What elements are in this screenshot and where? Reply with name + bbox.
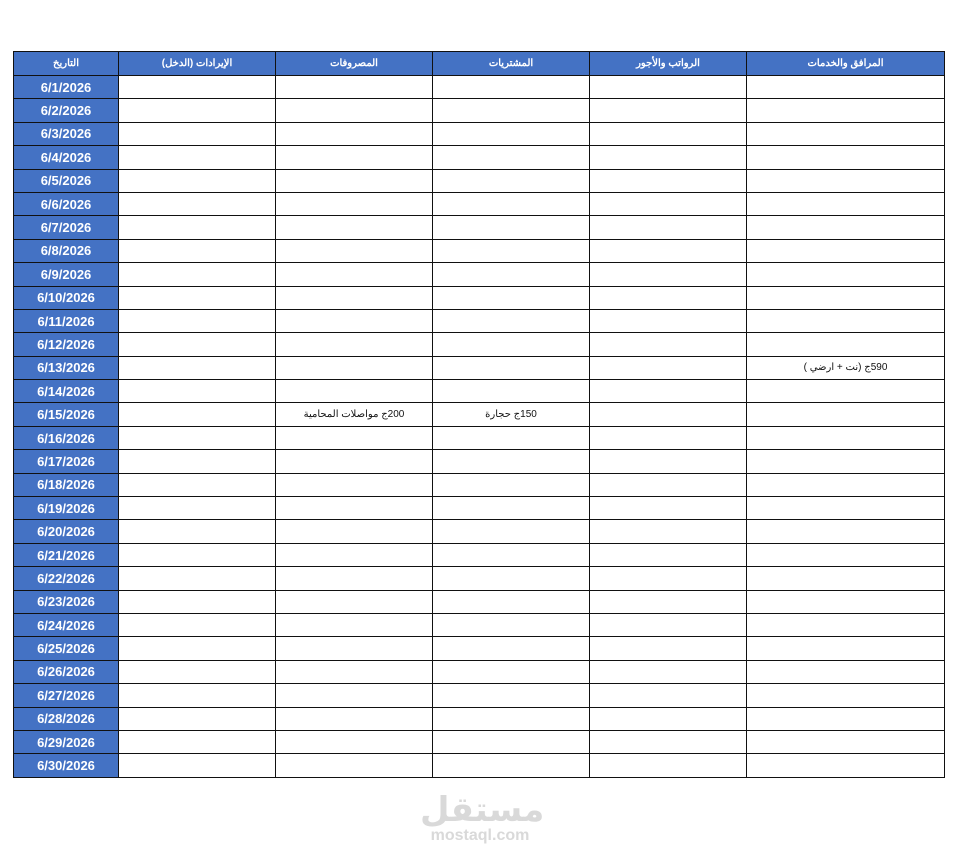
utilities-cell[interactable] [747, 380, 945, 403]
expenses-cell[interactable] [276, 146, 433, 169]
utilities-cell[interactable] [747, 216, 945, 239]
salaries-cell[interactable] [590, 263, 747, 286]
table-row [14, 590, 945, 613]
utilities-cell[interactable] [747, 146, 945, 169]
table-row [14, 520, 945, 543]
salaries-cell[interactable] [590, 356, 747, 379]
table-row [14, 660, 945, 683]
column-header-date: التاريخ [14, 52, 119, 76]
salaries-cell[interactable] [590, 380, 747, 403]
daily-ledger-table [13, 51, 945, 778]
income-cell[interactable] [119, 403, 276, 426]
table-row [14, 99, 945, 122]
table-row [14, 543, 945, 566]
utilities-cell[interactable] [747, 660, 945, 683]
expenses-cell[interactable] [276, 730, 433, 753]
salaries-cell[interactable] [590, 450, 747, 473]
column-header-salaries: الرواتب والأجور [590, 52, 747, 76]
salaries-cell[interactable] [590, 613, 747, 636]
income-cell[interactable] [119, 707, 276, 730]
expenses-cell[interactable] [276, 333, 433, 356]
utilities-cell[interactable] [747, 754, 945, 777]
income-cell[interactable] [119, 520, 276, 543]
date-cell: 6/7/2026 [14, 216, 119, 239]
table-row [14, 450, 945, 473]
utilities-cell[interactable] [747, 403, 945, 426]
purchases-cell[interactable] [433, 730, 590, 753]
income-cell[interactable] [119, 380, 276, 403]
table-row [14, 216, 945, 239]
utilities-cell[interactable] [747, 613, 945, 636]
expenses-cell[interactable] [276, 637, 433, 660]
purchases-cell[interactable] [433, 543, 590, 566]
salaries-cell[interactable] [590, 684, 747, 707]
purchases-cell[interactable] [433, 169, 590, 192]
table-row [14, 403, 945, 426]
date-cell: 6/21/2026 [14, 543, 119, 566]
income-cell[interactable] [119, 99, 276, 122]
table-row [14, 333, 945, 356]
income-cell[interactable] [119, 122, 276, 145]
purchases-cell[interactable] [433, 333, 590, 356]
date-cell: 6/1/2026 [14, 76, 119, 99]
ledger-body [14, 76, 945, 778]
date-cell: 6/5/2026 [14, 169, 119, 192]
expenses-cell[interactable] [276, 122, 433, 145]
table-row [14, 286, 945, 309]
purchases-cell[interactable] [433, 426, 590, 449]
expenses-cell[interactable] [276, 707, 433, 730]
salaries-cell[interactable] [590, 76, 747, 99]
expenses-cell[interactable] [276, 263, 433, 286]
income-cell[interactable] [119, 426, 276, 449]
column-header-expenses: المصروفات [276, 52, 433, 76]
purchases-cell[interactable] [433, 637, 590, 660]
mostaql-watermark-logo [420, 790, 545, 844]
income-cell[interactable] [119, 613, 276, 636]
table-row [14, 684, 945, 707]
salaries-cell[interactable] [590, 543, 747, 566]
date-cell: 6/16/2026 [14, 426, 119, 449]
table-row [14, 730, 945, 753]
date-cell: 6/13/2026 [14, 356, 119, 379]
utilities-cell[interactable] [747, 99, 945, 122]
table-row [14, 637, 945, 660]
date-cell: 6/14/2026 [14, 380, 119, 403]
expenses-cell[interactable] [276, 543, 433, 566]
expenses-cell[interactable] [276, 426, 433, 449]
income-cell[interactable] [119, 146, 276, 169]
date-cell: 6/12/2026 [14, 333, 119, 356]
utilities-cell[interactable] [747, 192, 945, 215]
utilities-cell[interactable] [747, 590, 945, 613]
expenses-cell[interactable] [276, 613, 433, 636]
expenses-cell[interactable] [276, 239, 433, 262]
table-row [14, 613, 945, 636]
date-cell: 6/9/2026 [14, 263, 119, 286]
watermark-latin-text: mostaql.com [430, 827, 530, 844]
utilities-cell[interactable] [747, 450, 945, 473]
salaries-cell[interactable] [590, 216, 747, 239]
income-cell[interactable] [119, 263, 276, 286]
utilities-cell[interactable] [747, 309, 945, 332]
table-row [14, 122, 945, 145]
salaries-cell[interactable] [590, 146, 747, 169]
utilities-cell[interactable] [747, 707, 945, 730]
purchases-cell[interactable] [433, 590, 590, 613]
income-cell[interactable] [119, 684, 276, 707]
income-cell[interactable] [119, 309, 276, 332]
salaries-cell[interactable] [590, 403, 747, 426]
table-row [14, 239, 945, 262]
purchases-cell[interactable] [433, 356, 590, 379]
purchases-cell[interactable] [433, 450, 590, 473]
expenses-cell[interactable] [276, 99, 433, 122]
table-row [14, 263, 945, 286]
income-cell[interactable] [119, 169, 276, 192]
income-cell[interactable] [119, 543, 276, 566]
salaries-cell[interactable] [590, 520, 747, 543]
utilities-cell[interactable] [747, 286, 945, 309]
income-cell[interactable] [119, 637, 276, 660]
utilities-cell[interactable] [747, 730, 945, 753]
expenses-cell[interactable] [276, 754, 433, 777]
expenses-cell[interactable] [276, 497, 433, 520]
expenses-cell[interactable] [276, 356, 433, 379]
purchases-cell[interactable] [433, 239, 590, 262]
salaries-cell[interactable] [590, 309, 747, 332]
salaries-cell[interactable] [590, 567, 747, 590]
purchases-cell[interactable] [433, 567, 590, 590]
purchases-cell[interactable] [433, 309, 590, 332]
purchases-cell[interactable] [433, 286, 590, 309]
expenses-cell[interactable] [276, 450, 433, 473]
salaries-cell[interactable] [590, 426, 747, 449]
purchases-cell[interactable] [433, 122, 590, 145]
income-cell[interactable] [119, 216, 276, 239]
income-cell[interactable] [119, 239, 276, 262]
expenses-cell[interactable] [276, 590, 433, 613]
utilities-cell[interactable] [747, 239, 945, 262]
utilities-cell[interactable] [747, 684, 945, 707]
table-row [14, 380, 945, 403]
column-header-utilities: المرافق والخدمات [747, 52, 945, 76]
income-cell[interactable] [119, 567, 276, 590]
date-cell: 6/15/2026 [14, 403, 119, 426]
expenses-cell[interactable] [276, 473, 433, 496]
date-cell: 6/23/2026 [14, 590, 119, 613]
purchases-cell[interactable] [433, 684, 590, 707]
expenses-cell[interactable] [276, 216, 433, 239]
salaries-cell[interactable] [590, 707, 747, 730]
date-cell: 6/4/2026 [14, 146, 119, 169]
salaries-cell[interactable] [590, 497, 747, 520]
income-cell[interactable] [119, 754, 276, 777]
utilities-cell[interactable] [747, 637, 945, 660]
expenses-cell[interactable] [276, 76, 433, 99]
utilities-cell[interactable] [747, 333, 945, 356]
date-cell: 6/2/2026 [14, 99, 119, 122]
date-cell: 6/26/2026 [14, 660, 119, 683]
table-row [14, 192, 945, 215]
purchases-cell[interactable] [433, 754, 590, 777]
utilities-cell[interactable] [747, 263, 945, 286]
salaries-cell[interactable] [590, 239, 747, 262]
expenses-cell[interactable] [276, 309, 433, 332]
income-cell[interactable] [119, 730, 276, 753]
purchases-cell[interactable] [433, 146, 590, 169]
salaries-cell[interactable] [590, 99, 747, 122]
salaries-cell[interactable] [590, 590, 747, 613]
date-cell: 6/24/2026 [14, 613, 119, 636]
salaries-cell[interactable] [590, 122, 747, 145]
date-cell: 6/18/2026 [14, 473, 119, 496]
purchases-cell[interactable] [433, 473, 590, 496]
income-cell[interactable] [119, 450, 276, 473]
utilities-cell[interactable] [747, 426, 945, 449]
utilities-cell[interactable] [747, 567, 945, 590]
expenses-cell[interactable]: 200ج مواصلات المحامية [276, 403, 433, 426]
column-header-income: الإيرادات (الدخل) [119, 52, 276, 76]
purchases-cell[interactable] [433, 380, 590, 403]
purchases-cell[interactable] [433, 76, 590, 99]
salaries-cell[interactable] [590, 754, 747, 777]
utilities-cell[interactable]: 590ج (نت + ارضي ) [747, 356, 945, 379]
salaries-cell[interactable] [590, 473, 747, 496]
expenses-cell[interactable] [276, 286, 433, 309]
expenses-cell[interactable] [276, 380, 433, 403]
date-cell: 6/29/2026 [14, 730, 119, 753]
expenses-cell[interactable] [276, 169, 433, 192]
income-cell[interactable] [119, 356, 276, 379]
table-row [14, 356, 945, 379]
purchases-cell[interactable] [433, 263, 590, 286]
purchases-cell[interactable] [433, 707, 590, 730]
date-cell: 6/28/2026 [14, 707, 119, 730]
purchases-cell[interactable] [433, 216, 590, 239]
purchases-cell[interactable] [433, 520, 590, 543]
header-row [14, 52, 945, 76]
date-cell: 6/6/2026 [14, 192, 119, 215]
column-header-purchases: المشتريات [433, 52, 590, 76]
date-cell: 6/3/2026 [14, 122, 119, 145]
income-cell[interactable] [119, 590, 276, 613]
expenses-cell[interactable] [276, 567, 433, 590]
table-row [14, 497, 945, 520]
date-cell: 6/8/2026 [14, 239, 119, 262]
table-row [14, 754, 945, 777]
date-cell: 6/25/2026 [14, 637, 119, 660]
purchases-cell[interactable] [433, 99, 590, 122]
income-cell[interactable] [119, 473, 276, 496]
table-row [14, 707, 945, 730]
income-cell[interactable] [119, 497, 276, 520]
date-cell: 6/22/2026 [14, 567, 119, 590]
date-cell: 6/19/2026 [14, 497, 119, 520]
date-cell: 6/20/2026 [14, 520, 119, 543]
expenses-cell[interactable] [276, 520, 433, 543]
date-cell: 6/17/2026 [14, 450, 119, 473]
date-cell: 6/27/2026 [14, 684, 119, 707]
utilities-cell[interactable] [747, 473, 945, 496]
purchases-cell[interactable] [433, 613, 590, 636]
expenses-cell[interactable] [276, 684, 433, 707]
table-row [14, 146, 945, 169]
utilities-cell[interactable] [747, 543, 945, 566]
table-row [14, 309, 945, 332]
salaries-cell[interactable] [590, 660, 747, 683]
salaries-cell[interactable] [590, 730, 747, 753]
table-row [14, 567, 945, 590]
date-cell: 6/10/2026 [14, 286, 119, 309]
purchases-cell[interactable] [433, 192, 590, 215]
expenses-cell[interactable] [276, 192, 433, 215]
income-cell[interactable] [119, 333, 276, 356]
salaries-cell[interactable] [590, 169, 747, 192]
utilities-cell[interactable] [747, 497, 945, 520]
table-row [14, 169, 945, 192]
utilities-cell[interactable] [747, 76, 945, 99]
purchases-cell[interactable]: 150ج حجارة [433, 403, 590, 426]
table-row [14, 473, 945, 496]
utilities-cell[interactable] [747, 169, 945, 192]
utilities-cell[interactable] [747, 520, 945, 543]
purchases-cell[interactable] [433, 660, 590, 683]
salaries-cell[interactable] [590, 333, 747, 356]
expenses-cell[interactable] [276, 660, 433, 683]
salaries-cell[interactable] [590, 192, 747, 215]
date-cell: 6/30/2026 [14, 754, 119, 777]
income-cell[interactable] [119, 76, 276, 99]
date-cell: 6/11/2026 [14, 309, 119, 332]
income-cell[interactable] [119, 660, 276, 683]
salaries-cell[interactable] [590, 286, 747, 309]
income-cell[interactable] [119, 192, 276, 215]
utilities-cell[interactable] [747, 122, 945, 145]
purchases-cell[interactable] [433, 497, 590, 520]
salaries-cell[interactable] [590, 637, 747, 660]
watermark-arabic-text: مستقل [420, 790, 545, 830]
income-cell[interactable] [119, 286, 276, 309]
table-row [14, 76, 945, 99]
table-row [14, 426, 945, 449]
